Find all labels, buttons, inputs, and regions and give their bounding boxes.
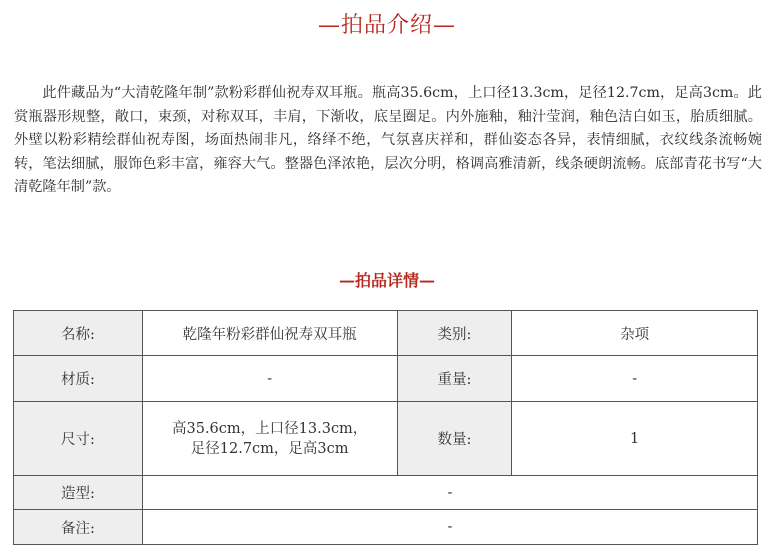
material-label: 材质: [14,356,143,402]
shape-label: 造型: [14,476,143,510]
name-label: 名称: [14,311,143,356]
weight-value: - [512,356,758,402]
table-row [14,402,758,476]
quantity-label: 数量: [397,402,512,476]
table-row [14,510,758,545]
table-row [14,311,758,356]
details-table [13,310,758,545]
category-value: 杂项 [512,311,758,356]
size-label: 尺寸: [14,402,143,476]
intro-description: 此件藏品为“大清乾隆年制”款粉彩群仙祝寿双耳瓶。瓶高35.6cm，上口径13.3cm，足径12.7cm，足高3cm。此赏瓶器形规整，敞口，束颈，对称双耳，丰肩，下渐收，底呈圈足。内外施釉，釉汁莹润，釉色洁白如玉，胎质细腻。外壁以粉彩精绘群仙祝寿图，场面热闹非凡，络绎不绝，气氛喜庆祥和，群仙姿态各异，表情细腻，衣纹线条流畅婉转，笔法细腻，服饰色彩丰富，雍容大气。整器色泽浓艳，层次分明，格调高雅清新，线条硬朗流畅。底部青花书写“大清乾隆年制”款。 [14,85,762,196]
shape-value: - [142,476,757,510]
remarks-value: - [142,510,757,545]
intro-section-title: —拍品介绍— [317,13,456,38]
name-value: 乾隆年粉彩群仙祝寿双耳瓶 [142,311,397,356]
weight-label: 重量: [397,356,512,402]
size-value-line2: 足径12.7cm，足高3cm [190,440,349,457]
category-label: 类别: [397,311,512,356]
remarks-label: 备注: [14,510,143,545]
table-row [14,476,758,510]
material-value: - [142,356,397,402]
size-value [142,402,397,476]
size-value-line1: 高35.6cm，上口径13.3cm， [172,420,368,437]
table-row [14,356,758,402]
quantity-value: 1 [512,402,758,476]
details-section-title: —拍品详情— [338,271,435,290]
